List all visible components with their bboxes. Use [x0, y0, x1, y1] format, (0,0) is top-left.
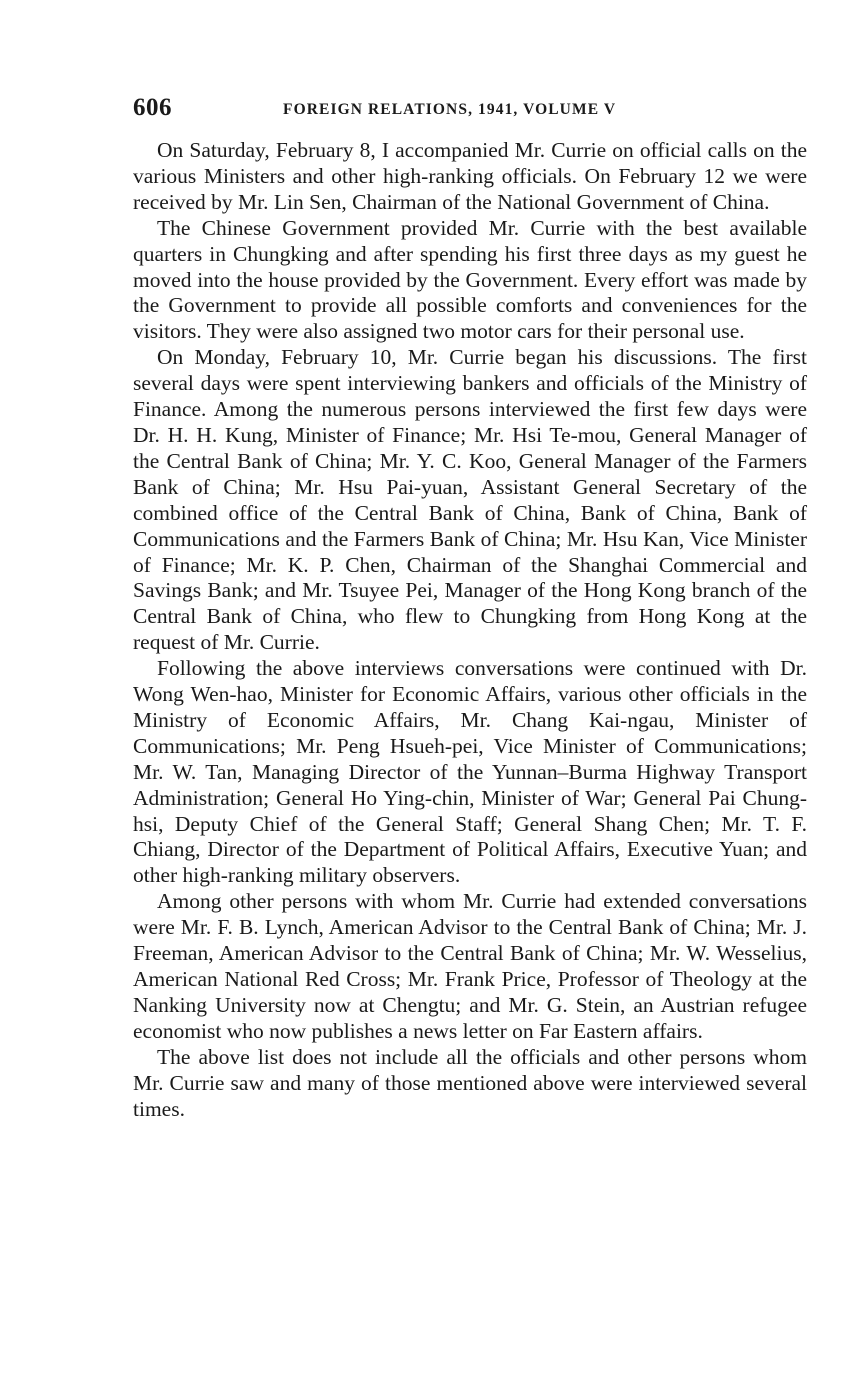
paragraph-2: The Chinese Government provided Mr. Currie with the best available quarters in Chungking and after spending his first three days as my guest he moved into the house provided by the Government. Every effort was made by the Government to provide all possible comforts and conveniences for the visitors. They were also assigned two motor cars for their personal use. [133, 215, 807, 344]
paragraph-5: Among other persons with whom Mr. Currie had extended conversations were Mr. F. B. Lynch, American Advisor to the Central Bank of China; Mr. J. Freeman, American Advisor to the Central Bank of China; Mr. W. Wesselius, American National Red Cross; Mr. Frank Price, Professor of Theology at the Nanking University now at Chengtu; and Mr. G. Stein, an Austrian refugee economist who now publishes a news letter on Far Eastern affairs. [133, 889, 807, 1043]
body-text [133, 138, 807, 1122]
paragraph-1: On Saturday, February 8, I accompanied Mr. Currie on official calls on the various Ministers and other high-ranking officials. On February 12 we were received by Mr. Lin Sen, Chairman of the National Government of China. [133, 138, 807, 214]
running-header [133, 94, 807, 124]
paragraph-6: The above list does not include all the officials and other persons whom Mr. Currie saw and many of those mentioned above were interviewed several times. [133, 1044, 807, 1121]
running-title: FOREIGN RELATIONS, 1941, VOLUME V [283, 101, 617, 118]
paragraph-4: Following the above interviews conversations were continued with Dr. Wong Wen-hao, Minister for Economic Affairs, various other officials in the Ministry of Economic Affairs, Mr. Chang Kai-ngau, Minister of Communications; Mr. Peng Hsueh-pei, Vice Minister of Communications; Mr. W. Tan, Managing Director of the Yunnan–Burma Highway Transport Administration; General Ho Ying-chin, Minister of War; General Pai Chung-hsi, Deputy Chief of the General Staff; General Shang Chen; Mr. T. F. Chiang, Director of the Department of Political Affairs, Executive Yuan; and other high-ranking military observers. [133, 656, 807, 888]
paragraph-3: On Monday, February 10, Mr. Currie began his discussions. The first several days were spent interviewing bankers and officials of the Ministry of Finance. Among the numerous persons interviewed the first few days were Dr. H. H. Kung, Minister of Finance; Mr. Hsi Te-mou, General Manager of the Central Bank of China; Mr. Y. C. Koo, General Manager of the Farmers Bank of China; Mr. Hsu Pai-yuan, Assistant General Secretary of the combined office of the Central Bank of China, Bank of China, Bank of Communications and the Farmers Bank of China; Mr. Hsu Kan, Vice Minister of Finance; Mr. K. P. Chen, Chairman of the Shanghai Commercial and Savings Bank; and Mr. Tsuyee Pei, Manager of the Hong Kong branch of the Central Bank of China, who flew to Chungking from Hong Kong at the request of Mr. Currie. [133, 345, 807, 655]
document-page [133, 94, 807, 1122]
page-number: 606 [133, 94, 172, 121]
